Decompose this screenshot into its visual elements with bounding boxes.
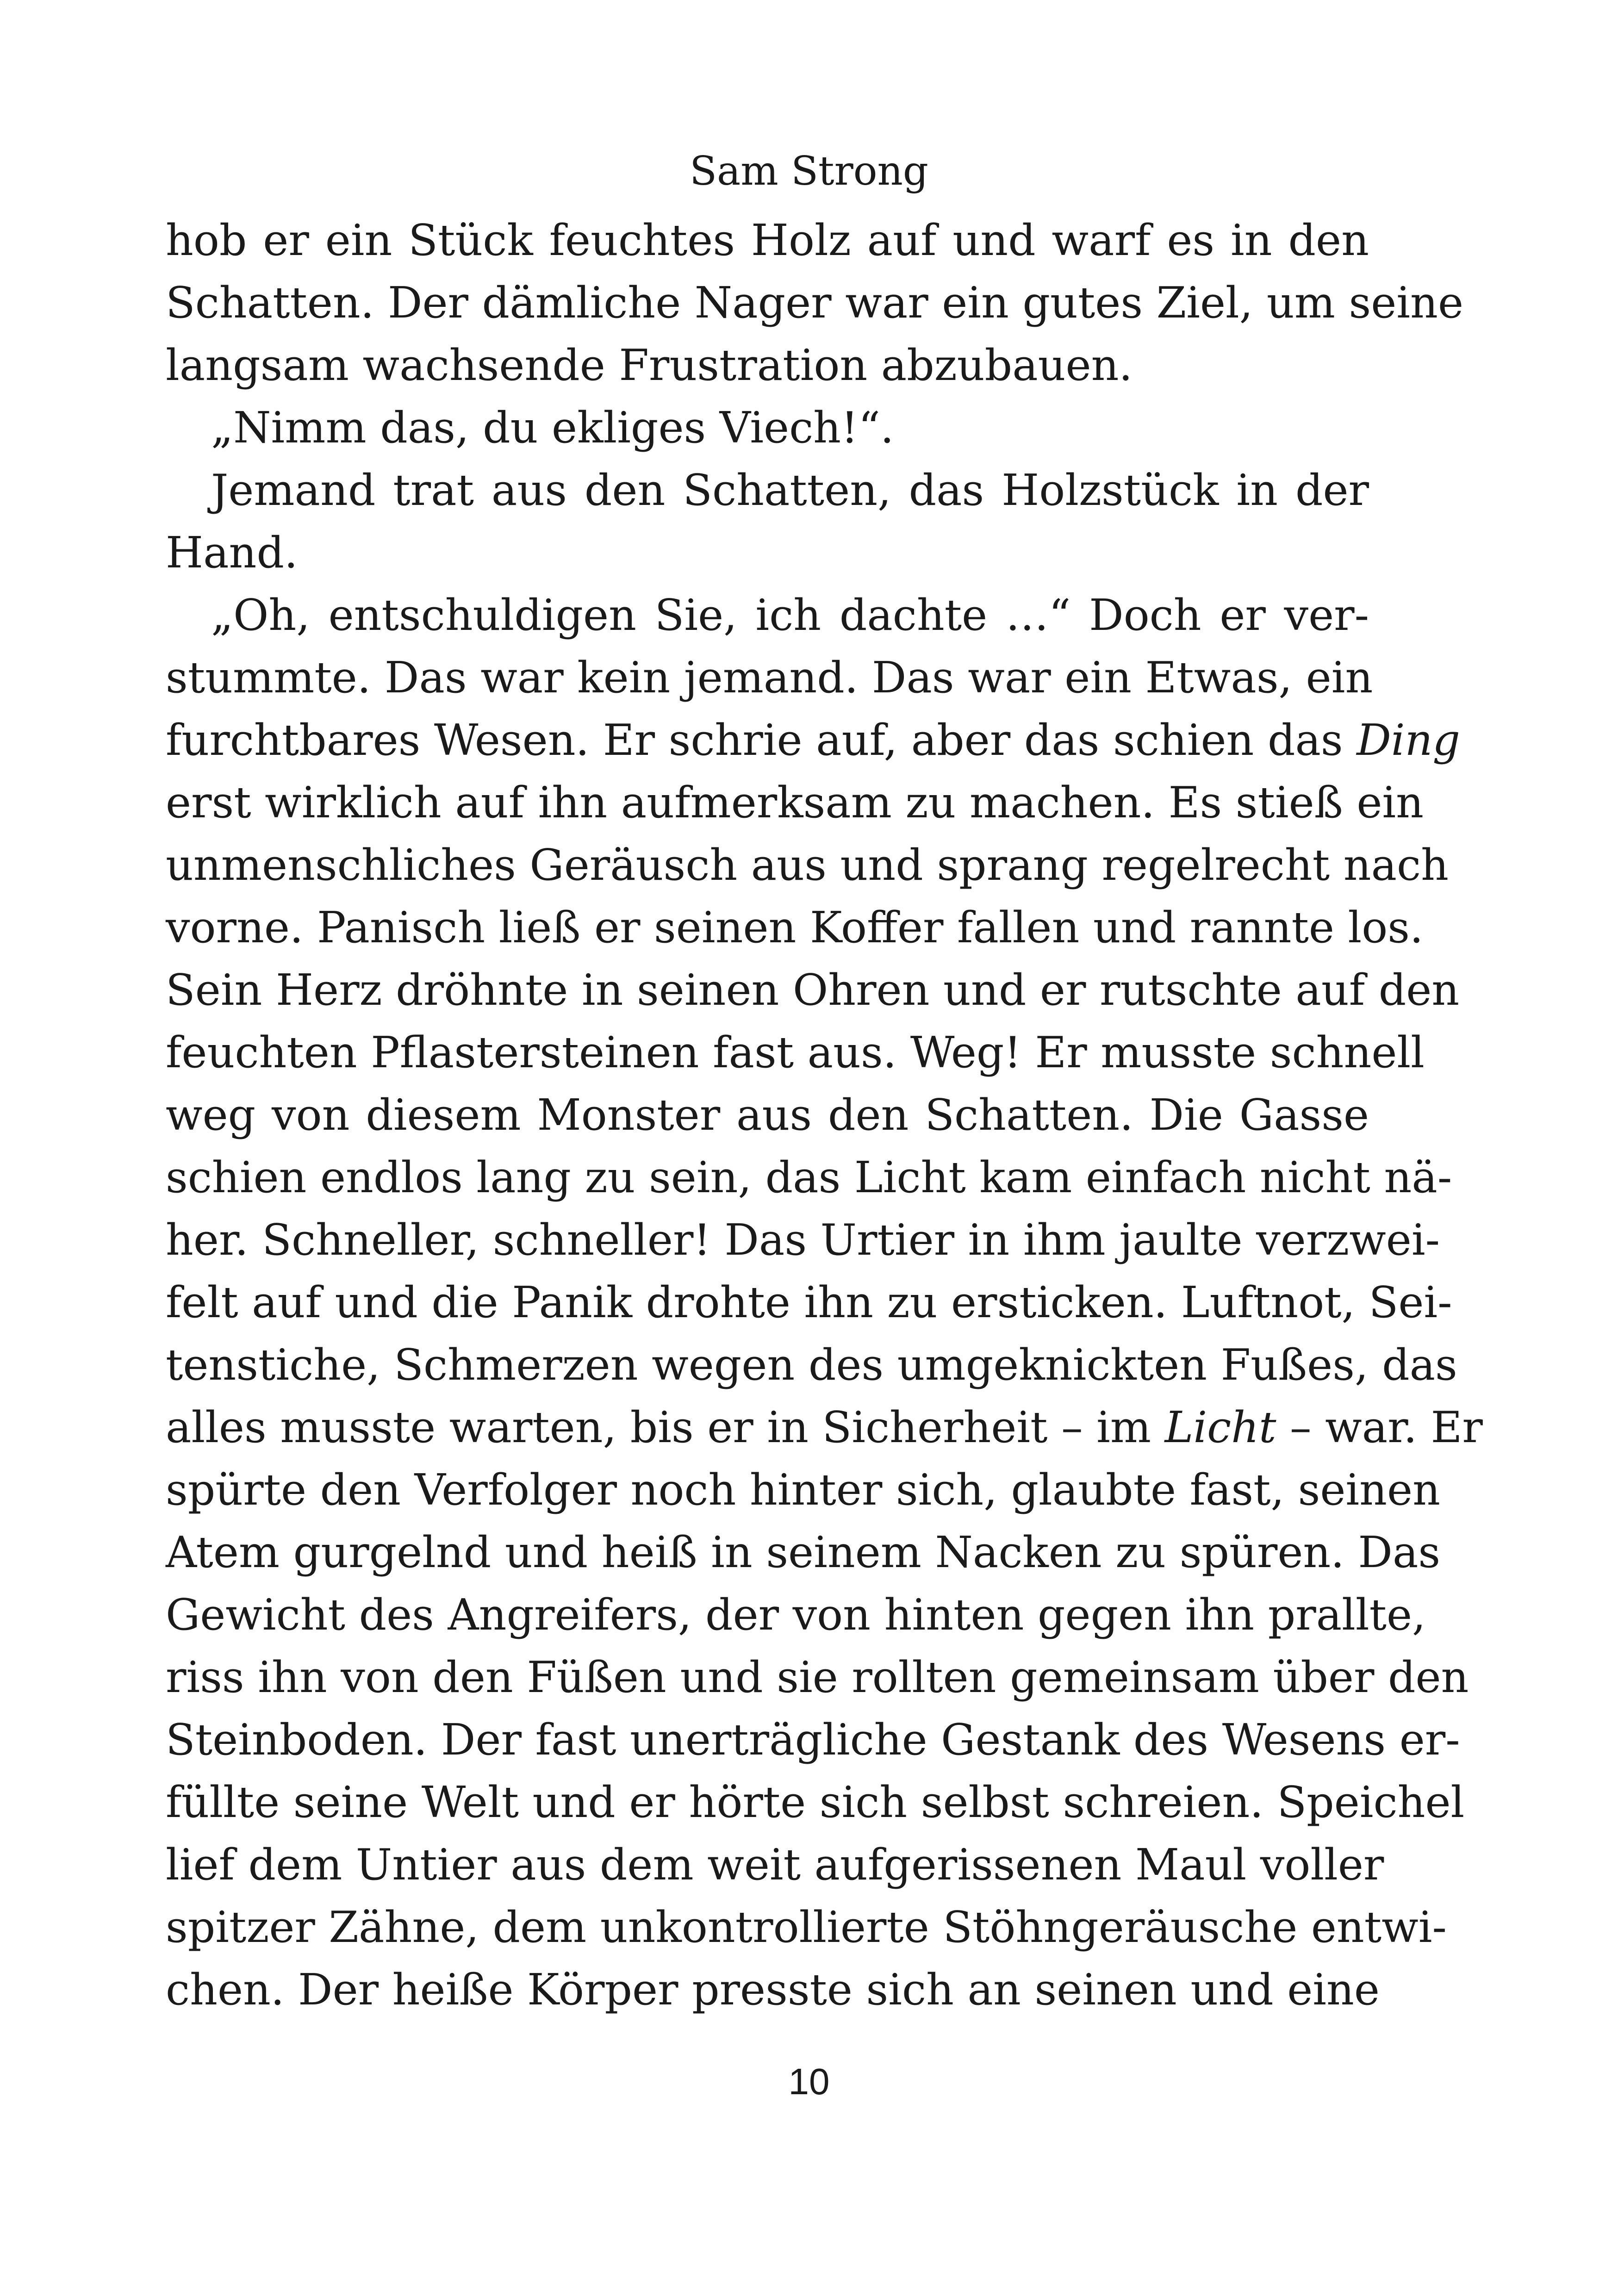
text-line: Schatten. Der dämliche Nager war ein gutes Ziel, um seine <box>166 278 1463 328</box>
italic-word: Licht <box>1164 1402 1276 1452</box>
text-line: hob er ein Stück feuchtes Holz auf und warf es in den <box>166 215 1369 265</box>
text-line: unmenschliches Geräusch aus und sprang regelrecht nach <box>166 840 1449 890</box>
text-line: langsam wachsende Frustration abzubauen. <box>166 340 1133 390</box>
text-line: erst wirklich auf ihn aufmerksam zu machen. Es stieß ein <box>166 778 1424 828</box>
text-segment: furchtbares Wesen. Er schrie auf, aber das schien das <box>166 715 1357 765</box>
text-line: Hand. <box>166 528 298 578</box>
text-segment: alles musste warten, bis er in Sicherheit – im <box>166 1402 1165 1452</box>
text-line: lief dem Untier aus dem weit aufgerissenen Maul voller <box>166 1840 1384 1890</box>
text-line: spitzer Zähne, dem unkontrollierte Stöhngeräusche entwi- <box>166 1902 1447 1952</box>
text-line: „Oh, entschuldigen Sie, ich dachte …“ Doch er ver- <box>211 590 1369 640</box>
text-line: her. Schneller, schneller! Das Urtier in ihm jaulte verzwei- <box>166 1215 1440 1265</box>
text-line: felt auf und die Panik drohte ihn zu ersticken. Luftnot, Sei- <box>166 1277 1452 1327</box>
text-line: Atem gurgelnd und heiß in seinem Nacken zu spüren. Das <box>166 1527 1441 1577</box>
body-text <box>166 209 1483 2021</box>
text-line: tenstiche, Schmerzen wegen des umgeknickten Fußes, das <box>166 1340 1457 1390</box>
text-line: Jemand trat aus den Schatten, das Holzstück in der <box>211 465 1369 515</box>
text-line: Sein Herz dröhnte in seinen Ohren und er rutschte auf den <box>166 965 1460 1015</box>
italic-word: Ding <box>1357 715 1460 765</box>
text-line: Steinboden. Der fast unerträgliche Gestank des Wesens er- <box>166 1715 1460 1765</box>
running-header: Sam Strong <box>690 148 928 194</box>
text-line: stummte. Das war kein jemand. Das war ein Etwas, ein <box>166 653 1373 703</box>
text-line: vorne. Panisch ließ er seinen Koffer fallen und rannte los. <box>166 902 1424 952</box>
text-line: feuchten Pflastersteinen fast aus. Weg! Er musste schnell <box>166 1027 1425 1077</box>
text-segment: – war. Er <box>1276 1402 1483 1452</box>
text-line <box>166 1396 1483 1459</box>
text-line: Gewicht des Angreifers, der von hinten gegen ihn prallte, <box>166 1590 1426 1640</box>
text-line: füllte seine Welt und er hörte sich selbst schreien. Speichel <box>166 1777 1465 1827</box>
text-line <box>166 709 1460 772</box>
text-line: weg von diesem Monster aus den Schatten. Die Gasse <box>166 1090 1369 1140</box>
text-line: chen. Der heiße Körper presste sich an seinen und eine <box>166 1965 1380 2015</box>
text-line: „Nimm das, du ekliges Viech!“. <box>211 403 894 453</box>
text-line: spürte den Verfolger noch hinter sich, glaubte fast, seinen <box>166 1465 1440 1515</box>
text-line: schien endlos lang zu sein, das Licht kam einfach nicht nä- <box>166 1152 1452 1202</box>
text-line: riss ihn von den Füßen und sie rollten gemeinsam über den <box>166 1652 1469 1702</box>
page-number: 10 <box>788 2061 830 2102</box>
